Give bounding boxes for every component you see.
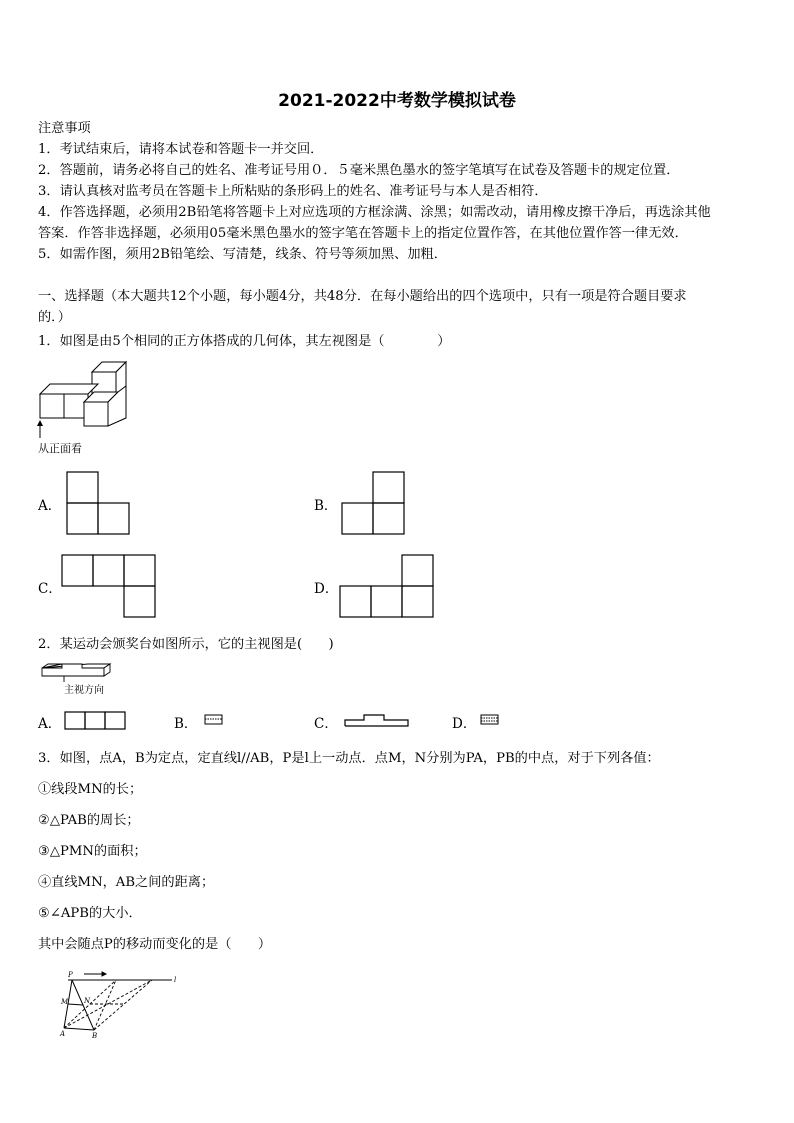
q3-item-5: ⑤∠APB的大小． <box>38 906 142 921</box>
q2-stem: 2．某运动会颁奖台如图所示，它的主视图是( ) <box>38 637 334 652</box>
page-title: 2021-2022中考数学模拟试卷 <box>278 91 516 111</box>
q1-option-a-figure <box>66 471 132 535</box>
q1-option-b-label: B． <box>314 498 338 514</box>
notice-item-4-cont: 答案．作答非选择题，必须用05毫米黑色墨水的签字笔在答题卡上的指定位置作答，在其他位置作答一律无效． <box>38 226 688 241</box>
q1-option-c-figure <box>61 554 157 618</box>
q3-item-2: ②△PAB的周长； <box>38 813 140 828</box>
notice-item-2: 2．答题前，请务必将自己的姓名、准考证号用０．５毫米黑色墨水的签字笔填写在试卷及答题卡的规定位置． <box>38 163 680 178</box>
q3-item-4: ④直线MN，AB之间的距离； <box>38 875 215 890</box>
section-heading-cont: 的．） <box>38 310 71 325</box>
q2-option-b-label: B． <box>174 716 198 732</box>
q2-option-b-figure <box>204 714 224 726</box>
q2-caption: 主视方向 <box>64 685 104 696</box>
q3-question: 其中会随点P的移动而变化的是（ ） <box>38 937 272 952</box>
q3-label-m: M <box>61 998 69 1006</box>
notice-item-5: 5．如需作图，须用2B铅笔绘、写清楚，线条、符号等须加黑、加粗． <box>38 247 447 262</box>
q1-caption: 从正面看 <box>38 442 82 455</box>
q1-option-a-label: A． <box>38 498 62 514</box>
q3-item-3: ③△PMN的面积； <box>38 844 147 859</box>
q3-label-l: l <box>174 976 177 984</box>
q3-stem: 3．如图，点A，B为定点，定直线l//AB，P是l上一动点．点M，N分别为PA，PB的中点，对于下列各值： <box>38 751 660 766</box>
q3-label-p: P <box>68 971 73 979</box>
q2-option-c-label: C． <box>314 716 338 732</box>
notice-item-1: 1．考试结束后，请将本试卷和答题卡一并交回． <box>38 142 324 157</box>
q1-option-b-figure <box>341 471 407 535</box>
q1-stem: 1．如图是由5个相同的正方体搭成的几何体，其左视图是（ ） <box>38 334 451 349</box>
q3-figure <box>56 966 186 1040</box>
q2-option-a-figure <box>64 711 128 731</box>
notice-item-3: 3．请认真核对监考员在答题卡上所粘贴的条形码上的姓名、准考证号与本人是否相符． <box>38 184 548 199</box>
q3-label-b: B <box>92 1032 98 1040</box>
notice-item-4: 4．作答选择题，必须用2B铅笔将答题卡上对应选项的方框涂满、涂黑；如需改动，请用橡皮擦干净后，再选涂其他 <box>38 205 711 220</box>
q1-option-d-figure <box>339 554 435 618</box>
q1-option-c-label: C． <box>38 581 62 597</box>
q2-option-c-figure <box>344 712 410 728</box>
q3-item-1: ①线段MN的长； <box>38 782 143 797</box>
q1-option-d-label: D． <box>314 581 339 597</box>
q2-option-a-label: A． <box>38 716 62 732</box>
q3-label-n: N <box>84 997 91 1005</box>
section-heading: 一、选择题（本大题共12个小题，每小题4分，共48分．在每小题给出的四个选项中，只有一项是符合题目要求 <box>38 289 687 304</box>
q2-option-d-label: D． <box>452 716 477 732</box>
q2-option-d-figure <box>480 714 500 726</box>
notice-heading: 注意事项 <box>38 121 91 136</box>
q3-label-a: A <box>60 1030 66 1038</box>
